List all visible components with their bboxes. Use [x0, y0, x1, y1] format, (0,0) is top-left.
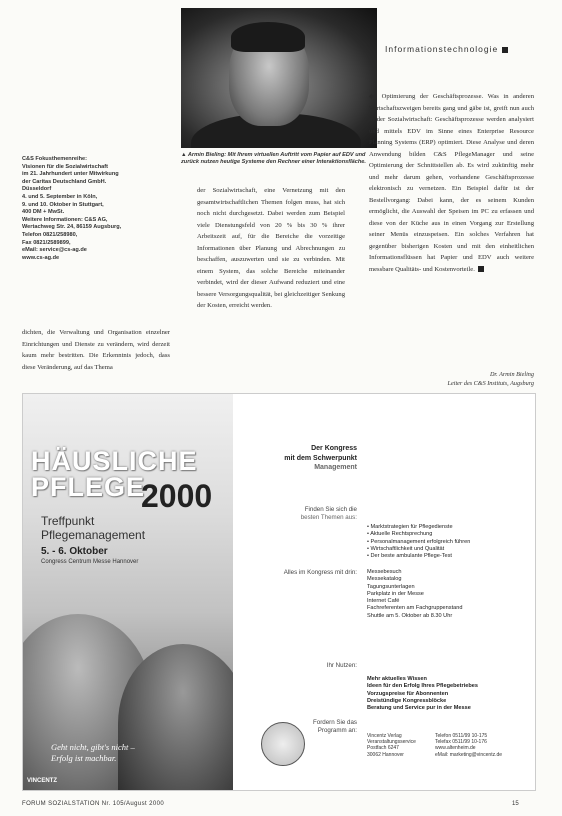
ad-visual [23, 394, 233, 790]
nutzen-item: Ideen für den Erfolg Ihres Pflegebetriebes [367, 683, 478, 690]
alles-item: Shuttle am 5. Oktober ab 8.30 Uhr [367, 612, 453, 619]
nutzen-list [367, 676, 478, 712]
ad-quote-line-1: Geht nicht, gibt's nicht – [51, 742, 135, 752]
alles-item: Fachreferenten am Fachgruppenstand [367, 605, 463, 612]
page-number: 15 [512, 801, 519, 807]
author-name: Dr. Armin Bieling [489, 371, 534, 378]
info-line: Düsseldorf [22, 186, 52, 193]
info-line: im 21. Jahrhundert unter Mitwirkung [22, 171, 119, 178]
ad-details [235, 394, 535, 790]
ad-subtitle-1: Treffpunkt [41, 514, 95, 528]
label-themen [235, 506, 357, 522]
author-role: Leiter des C&S Instituts, Augsburg [447, 380, 534, 387]
end-mark-icon [478, 266, 484, 272]
alles-item: Messekatalog [367, 576, 402, 583]
ad-date: 5. - 6. Oktober [41, 546, 108, 557]
kongress-line-2: mit dem Schwerpunkt [284, 454, 357, 462]
alles-item: Messebesuch [367, 569, 402, 575]
kongress-emblem-icon [261, 722, 305, 766]
contact-line: Veranstaltungsservice [367, 739, 416, 746]
event-info-box [22, 156, 162, 262]
ad-brand-logo: VINCENTZ [27, 778, 57, 784]
info-line: der Caritas Deutschland GmbH. [22, 178, 107, 185]
contact-line: www.altenheim.de [435, 745, 476, 752]
contact-line: eMail: marketing@vincentz.de [435, 751, 503, 758]
contact-line: Postfach 6247 [367, 745, 399, 752]
info-line: Visionen für die Sozialwirtschaft [22, 163, 108, 170]
themen-list [367, 524, 470, 560]
nutzen-item: Beratung und Service pur in der Messe [367, 705, 471, 712]
kongress-line-3: Management [314, 464, 357, 471]
label-nutzen: Ihr Nutzen: [326, 662, 357, 669]
article-column-2: der Sozialwirtschaft, eine Vernetzung mit den gesamtwirtschaftlichen Themen folgen muss, hat sich noch nicht durchgesetzt. Dabei werden zum Beispiel viele Dienstungsfeld von 20 % bis 30 % ihrer Arbeitszeit auf, für die Bereiche die vorzeitige Informationen über Planung und Abrechnungen zu beschaffen, auszuwerten und sie zu verbinden. Mit einem System, das solche Bereiche miteinander verbindet, wird der dieser Aufwand reduziert und eine bessere Versorgungsqualität, bei gleichzeitiger Senkung der Kosten, erreicht werden. [197, 187, 345, 309]
info-line: www.cs-ag.de [22, 254, 60, 261]
themen-item: • Der beste ambulante Pflege-Test [367, 553, 452, 560]
ad-kongress-heading [235, 444, 357, 473]
nutzen-item: Mehr aktuelles Wissen [367, 676, 427, 682]
alles-item: Internet Café [367, 598, 400, 605]
ad-quote-line-2: Erfolg ist machbar. [51, 753, 117, 763]
contact-numbers [435, 733, 502, 758]
contact-line: Telefon 0511/99 10-175 [435, 733, 488, 739]
article-column-3 [369, 91, 534, 275]
contact-line: Telefax 0511/99 10-176 [435, 739, 487, 746]
nutzen-item: Vorzugspreise für Abonnenten [367, 690, 449, 697]
section-title: Informationstechnologie [385, 44, 499, 54]
nutzen-item: Dreistündige Kongressblöcke [367, 697, 447, 704]
themen-item: • Marktstrategien für Pflegedienste [367, 524, 453, 530]
footer-publication: FORUM SOZIALSTATION Nr. 105/August 2000 [22, 801, 165, 807]
themen-item: • Wirtschaftlichkeit und Qualität [367, 545, 445, 552]
author-signature [430, 370, 534, 388]
kongress-line-1: Der Kongress [311, 445, 357, 452]
info-line: C&S Fokusthemenreihe: [22, 156, 87, 162]
ad-title-line-2: PFLEGE [31, 472, 146, 502]
square-bullet-icon [502, 47, 508, 53]
alles-list [367, 569, 462, 620]
portrait-photo [181, 8, 377, 148]
label-alles: Alles im Kongress mit drin: [283, 569, 357, 576]
info-line: Telefon 0821/258980, [22, 231, 78, 238]
contact-address [367, 733, 416, 758]
info-line: 400 DM + MwSt. [22, 209, 65, 216]
themen-item: • Aktuelle Rechtsprechung [367, 531, 433, 538]
info-line: 9. und 10. Oktober in Stuttgart, [22, 201, 104, 208]
label-themen-line-1: Finden Sie sich die [304, 506, 357, 513]
info-line: Weitere Informationen: C&S AG, [22, 216, 108, 223]
photo-caption: ▲ Armin Bieling: Mit Ihrem virtuellen Auftritt vom Papier auf EDV und zurück nutzen heutige Systeme den Rechner einer Interaktionsfläche. [181, 152, 366, 166]
ad-year: 2000 [141, 478, 213, 514]
label-fordern-line-2: Programm an: [317, 727, 357, 734]
ad-venue: Congress Centrum Messe Hannover [41, 559, 139, 565]
ad-quote [51, 742, 135, 764]
article-column-1: dichten, die Verwaltung und Organisation einzelner Einrichtungen und Dienste zu verändern, wird derzeit kaum mehr bestritten. Die Erkenntnis jedoch, dass diese Veränderung, auf das Thema [22, 329, 170, 371]
contact-line: Vincentz Verlag [367, 733, 402, 739]
article-column-3-text: ◆ Optimierung der Geschäftsprozesse. Was in anderen Wirtschaftszweigen bereits gang und gäbe ist, greift nun auch in der Sozialwirtschaft: Geschäftsprozesse werden analysiert und mittels EDV im Sinne eines Enterprise Resource Planning Systems (ERP) optimiert. Diese Analyse und deren Anwendung bilden C&S PflegeManager und seine Optimierung der Schnittstellen ab. Es wird zukünftig mehr und mehr darum gehen, vorhandene Geschäftsprozesse elektronisch zu vernetzen. Ein Beispiel dafür ist der Bestellvorgang: Dabei kann, der es seinem Kunden ermöglicht, die Auswahl der Speisen im PC zu erfassen und diese von der Küche aus in einen Vorgang zur Erstellung seiner Menüs einzuspeisen. Ein solches Verfahren hat gegenüber bisherigen Kosten und mit den einheitlichen Informationsflüssen hat Papier und EDV auch weitere messbare Qualitäts- und Kostenvorteile. [369, 93, 534, 273]
alles-item: Tagungsunterlagen [367, 583, 415, 590]
label-themen-line-2: besten Themen aus: [300, 514, 357, 521]
ad-title-line-1: HÄUSLICHE [31, 446, 198, 476]
info-line: Fax 0821/2589899, [22, 239, 71, 246]
advertisement [22, 393, 536, 791]
section-header [385, 44, 508, 54]
info-line: Wertachweg Str. 24, 86159 Augsburg, [22, 224, 122, 231]
ad-subtitle-2: Pflegemanagement [41, 528, 146, 542]
info-line: eMail: service@cs-ag.de [22, 247, 87, 254]
info-line: 4. und 5. September in Köln, [22, 193, 98, 200]
contact-line: 30062 Hannover [367, 751, 404, 758]
label-fordern-line-1: Fordern Sie das [312, 719, 357, 726]
themen-item: • Personalmanagement erfolgreich führen [367, 538, 471, 545]
alles-item: Parkplatz in der Messe [367, 590, 424, 597]
